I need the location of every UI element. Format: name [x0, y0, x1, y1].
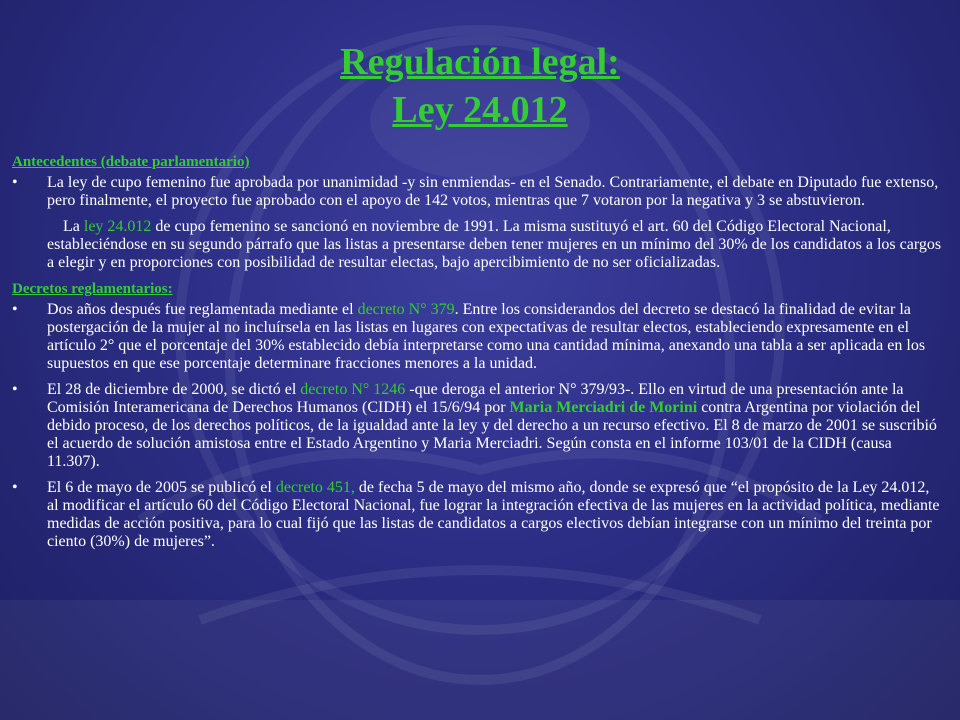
decreto-1246-link[interactable]: decreto N° 1246 [300, 381, 406, 398]
bullet-icon: • [12, 479, 18, 496]
paragraph-text: de cupo femenino se sancionó en noviembre de 1991. La misma sustituyó el art. 60 del Código Electoral Nacional, estableciéndose en su segundo párrafo que las listas a presentarse deben tener mujeres en un mínimo del 30% de los candidatos a los cargos a elegir y en proporciones con posibilidad de resultar electas, bajo apercibimiento de no ser oficializadas. [47, 218, 942, 271]
slide-title [0, 38, 960, 134]
title-line-2: Ley 24.012 [392, 89, 568, 131]
section-heading-antecedentes: Antecedentes (debate parlamentario) [12, 154, 250, 170]
bullet-paragraph [12, 174, 942, 210]
paragraph-text: Dos años después fue reglamentada mediante el [47, 301, 358, 318]
bullet-icon: • [12, 174, 18, 191]
bullet-icon: • [12, 381, 18, 398]
paragraph-text: El 6 de mayo de 2005 se publicó el [47, 479, 276, 496]
paragraph-text: de fecha 5 de mayo del mismo año, donde se expresó que “el propósito de la Ley 24.012, al modificar el artículo 60 del Código Electoral Nacional, fue lograr la integración efectiva de las mujeres en la actividad política, mediante medidas de acción positiva, para lo cual fijó que las listas de candidatos a cargos electivos debían integrarse con un mínimo del treinta por ciento (30%) de mujeres”. [47, 479, 940, 550]
decreto-451-link[interactable]: decreto 451, [275, 479, 355, 496]
bullet-paragraph [12, 479, 942, 551]
ley-link[interactable]: ley 24.012 [83, 218, 152, 235]
paragraph-text: La [63, 218, 84, 235]
section-heading-decretos: Decretos reglamentarios: [12, 281, 173, 297]
paragraph-text: . Entre los considerandos del decreto se destacó la finalidad de evitar la postergación de la mujer al no incluírsela en las listas en lugares con expectativas de resultar electos, estableciendo expresamente en el artículo 2° que el porcentaje del 30% establecido debía interpretarse como una cantidad mínima, anexando una tabla a ser aplicada en los supuestos en que ese porcentaje determinare fracciones menores a la unidad. [47, 301, 926, 372]
bullet-icon: • [12, 301, 18, 318]
bullet-paragraph [12, 301, 942, 373]
paragraph-text: contra Argentina por violación del debido proceso, de los derechos políticos, de la igualdad ante la ley y del derecho a un recurso efectivo. El 8 de marzo de 2001 se suscribió el acuerdo de solución amistosa entre el Estado Argentino y Maria Merciadri. Según consta en el informe 103/01 de la CIDH (causa 11.307). [47, 399, 937, 470]
paragraph-ley [12, 218, 942, 272]
decreto-379-link[interactable]: decreto N° 379 [357, 301, 455, 318]
paragraph-text: -que deroga el anterior N° 379/93-. Ello en virtud de una presentación ante la Comisión Interamericana de Derechos Humanos (CIDH) el 15/6/94 por [47, 381, 904, 416]
paragraph-text: La ley de cupo femenino fue aprobada por unanimidad -y sin enmiendas- en el Senado. Contrariamente, el debate en Diputado fue extenso, pero finalmente, el proyecto fue aprobado con el apoyo de 142 votos, mientras que 7 votaron por la negativa y 3 se abstuvieron. [47, 174, 939, 209]
bullet-paragraph [12, 381, 942, 471]
paragraph-text: El 28 de diciembre de 2000, se dictó el [47, 381, 301, 398]
title-line-1: Regulación legal: [340, 41, 620, 83]
person-name-highlight: Maria Merciadri de Morini [509, 399, 698, 416]
slide-body [12, 153, 942, 559]
